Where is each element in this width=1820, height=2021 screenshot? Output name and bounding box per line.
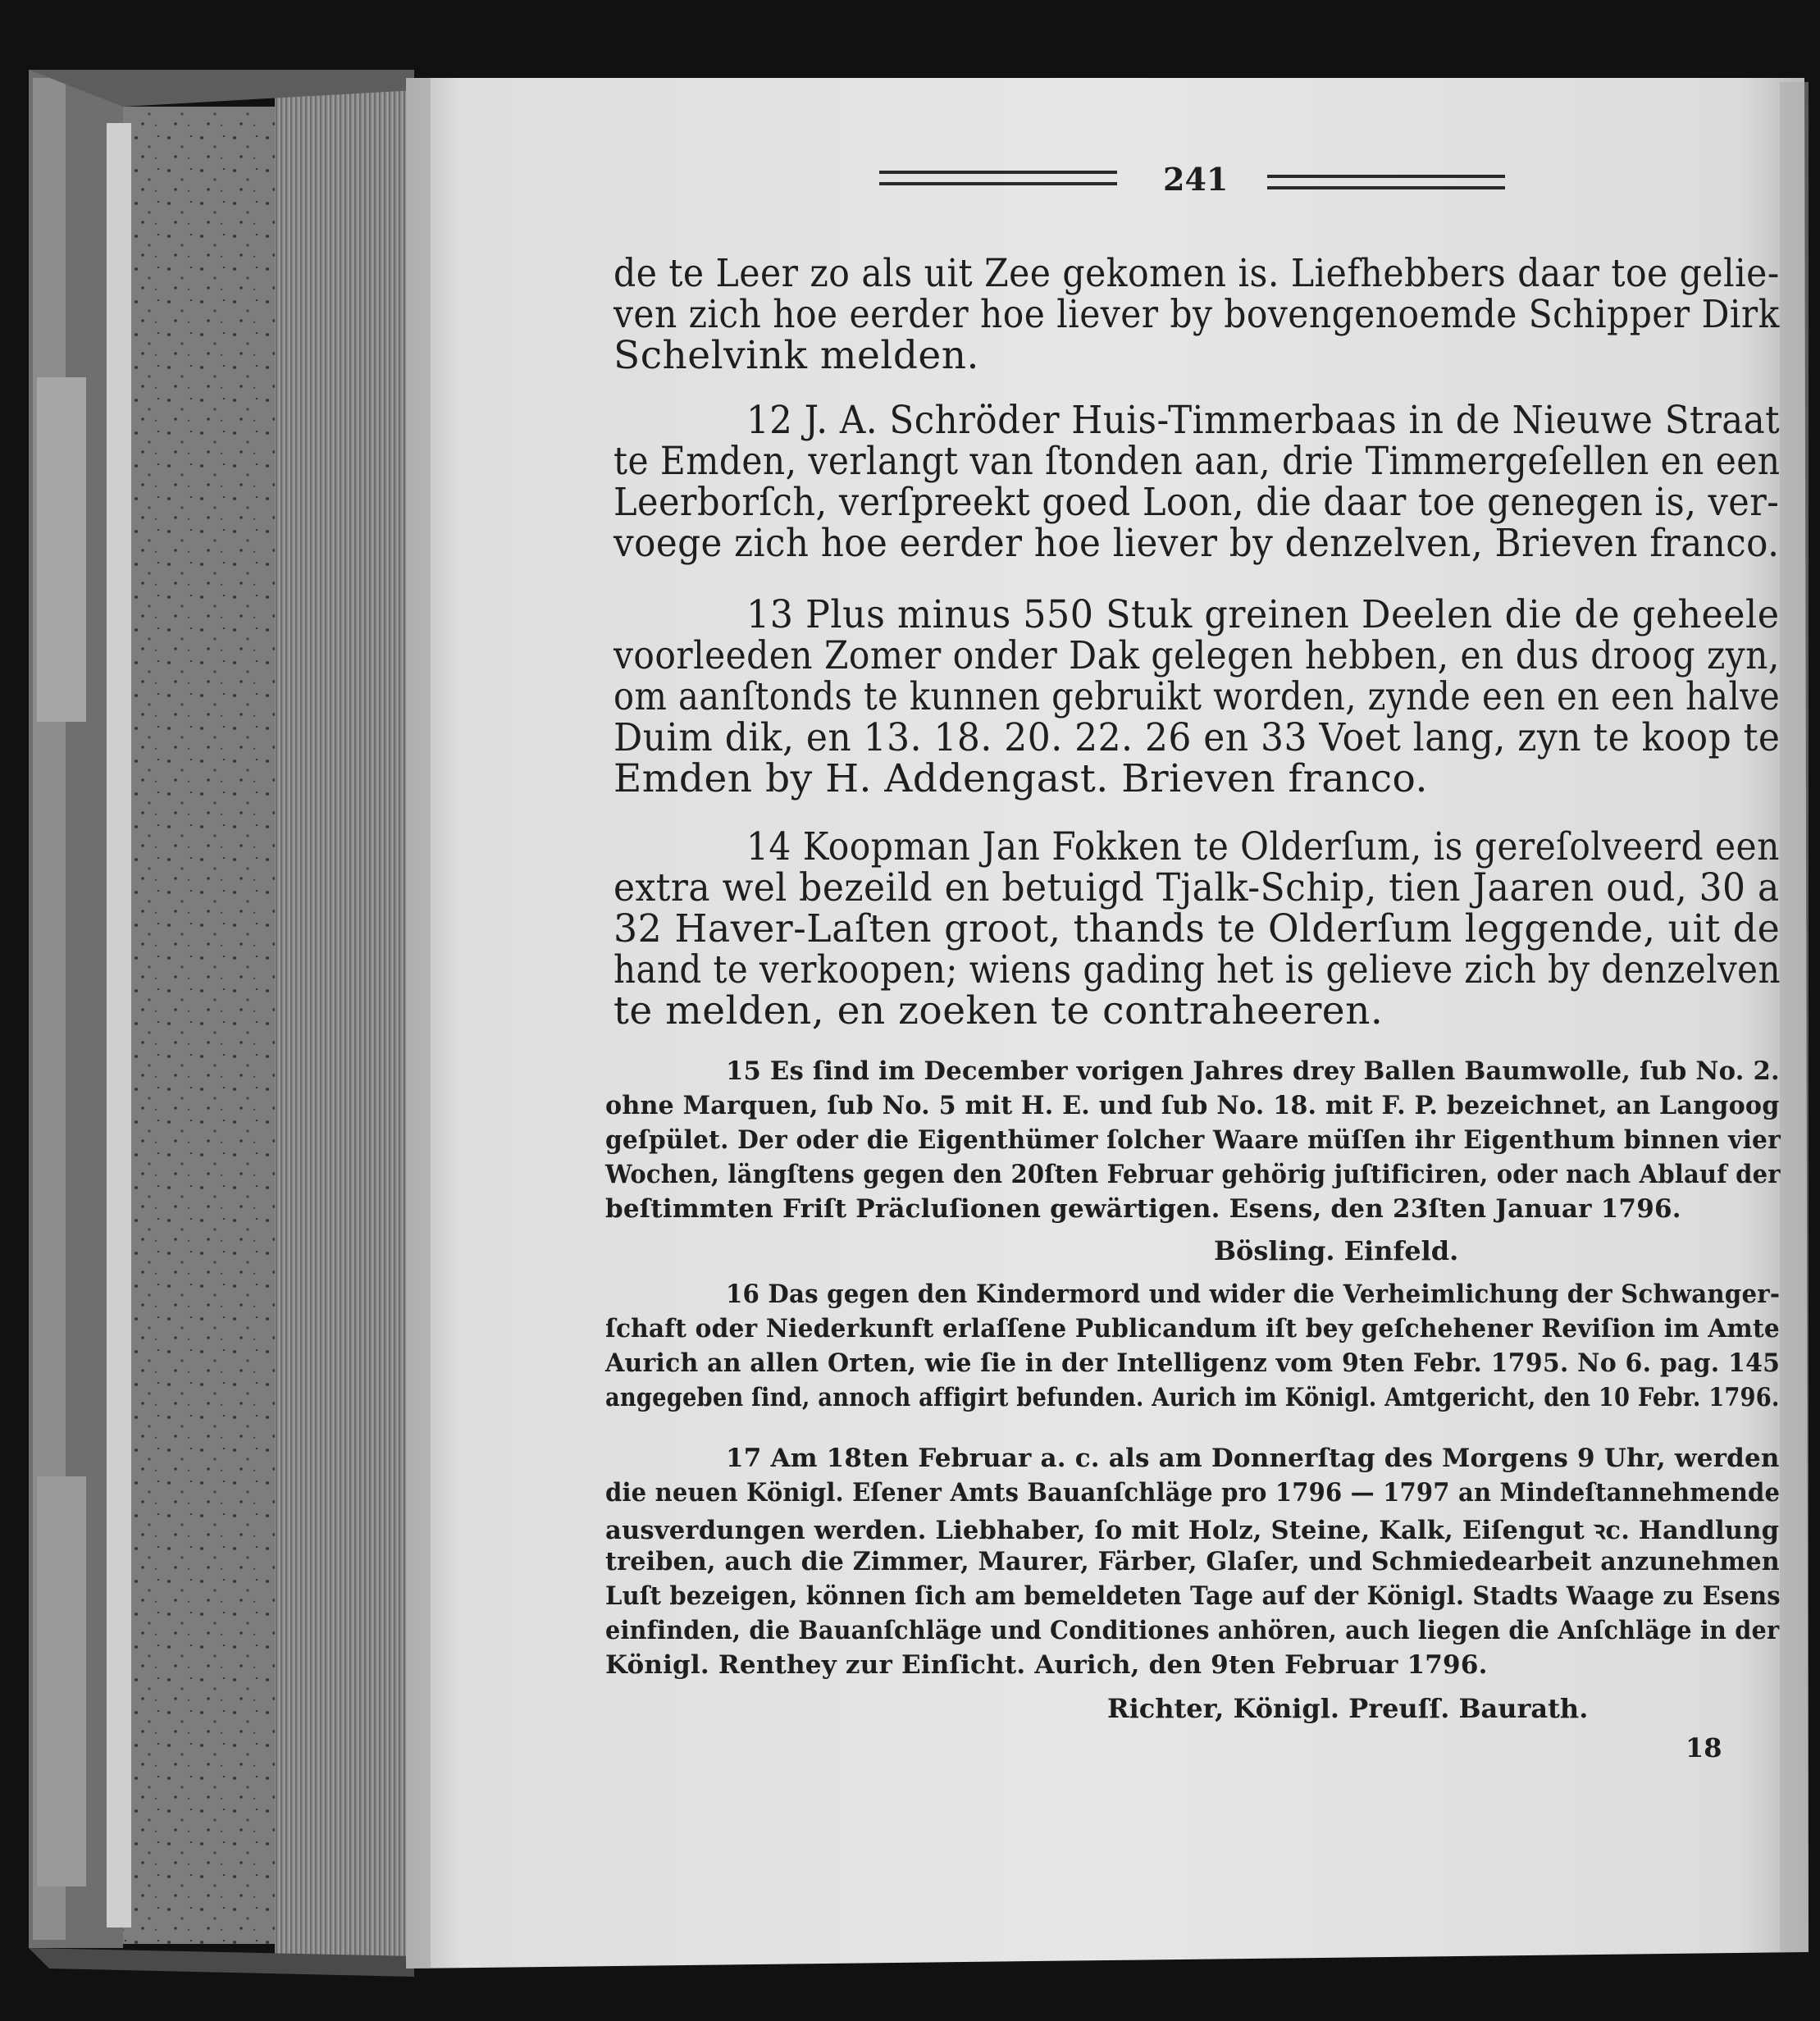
text-line: beſtimmten Friſt Präcluſionen gewärtigen. Esens, den 23ſten Januar 1796. xyxy=(605,1194,1681,1224)
text-line: angegeben ſind, annoch affigirt befunden. Aurich im Königl. Amtgericht, den 10 Febr. 1796. xyxy=(605,1383,1780,1412)
text-line: ohne Marquen, ſub No. 5 mit H. E. und ſub No. 18. mit F. P. bezeichnet, an Langoog xyxy=(605,1091,1780,1120)
signature: Bösling. Einfeld. xyxy=(1214,1235,1459,1266)
text-line: ſchaft oder Niederkunft erlaſſene Publicandum iſt bey geſchehener Reviſion im Amte xyxy=(605,1314,1780,1344)
text-line: Leerborſch, verſpreekt goed Loon, die daar toe genegen is, ver- xyxy=(614,480,1780,525)
text-line: 17 Am 18ten Februar a. c. als am Donnerſtag des Morgens 9 Uhr, werden xyxy=(726,1444,1780,1473)
signature: Richter, Königl. Preuſſ. Baurath. xyxy=(1107,1693,1589,1724)
page-number: 241 xyxy=(1163,161,1229,198)
catchword: 18 xyxy=(1685,1732,1722,1763)
text-line: 12 J. A. Schröder Huis-Timmerbaas in de Nieuwe Straat xyxy=(746,398,1781,443)
text-line: Duim dik, en 13. 18. 20. 22. 26 en 33 Voet lang, zyn te koop te xyxy=(614,715,1781,760)
text-line: Schelvink melden. xyxy=(614,333,979,378)
text-line: treiben, auch die Zimmer, Maurer, Färber, Glaſer, und Schmiedearbeit anzunehmen xyxy=(605,1547,1780,1576)
text-line: Luſt bezeigen, können ſich am bemeldeten Tage auf der Königl. Stadts Waage zu Esens xyxy=(605,1581,1781,1611)
text-line: extra wel bezeild en betuigd Tjalk-Schip, tien Jaaren oud, 30 a xyxy=(614,865,1780,910)
text-line: ven zich hoe eerder hoe liever by bovengenoemde Schipper Dirk xyxy=(614,292,1780,337)
text-line: 16 Das gegen den Kindermord und wider die Verheimlichung der Schwanger- xyxy=(726,1280,1781,1309)
text-line: voorleeden Zomer onder Dak gelegen hebben, en dus droog zyn, xyxy=(614,633,1780,678)
text-line: Aurich an allen Orten, wie ſie in der Intelligenz vom 9ten Febr. 1795. No 6. pag. 145 xyxy=(605,1348,1781,1378)
text-line: 13 Plus minus 550 Stuk greinen Deelen die de geheele xyxy=(746,592,1780,637)
text-line: Wochen, längſtens gegen den 20ſten Februar gehörig juſtificiren, oder nach Ablauf der xyxy=(605,1160,1781,1189)
text-line: te melden, en zoeken te contraheeren. xyxy=(614,988,1384,1033)
text-line: Emden by H. Addengast. Brieven franco. xyxy=(614,756,1428,801)
text-line: hand te verkoopen; wiens gading het is gelieve zich by denzelven xyxy=(614,947,1781,992)
text-line: 15 Es ſind im December vorigen Jahres drey Ballen Baumwolle, ſub No. 2. xyxy=(726,1056,1780,1086)
text-line: om aanſtonds te kunnen gebruikt worden, zynde een en een halve xyxy=(614,674,1781,719)
text-line: de te Leer zo als uit Zee gekomen is. Liefhebbers daar toe gelie- xyxy=(614,251,1780,296)
text-line: 32 Haver-Laſten groot, thands te Olderſum leggende, uit de xyxy=(614,906,1781,951)
page-content xyxy=(574,0,1788,2021)
text-line: die neuen Königl. Eſener Amts Bauanſchläge pro 1796 — 1797 an Mindeſtannehmende xyxy=(605,1478,1781,1508)
text-line: 14 Koopman Jan Fokken te Olderſum, is gereſolveerd een xyxy=(746,824,1780,869)
text-line: geſpület. Der oder die Eigenthümer ſolcher Waare müſſen ihr Eigenthum binnen vier xyxy=(605,1125,1781,1155)
text-line: Königl. Renthey zur Einſicht. Aurich, den 9ten Februar 1796. xyxy=(605,1650,1488,1680)
header-rule-right xyxy=(1267,175,1505,189)
text-line: einfinden, die Bauanſchläge und Conditiones anhören, auch liegen die Anſchläge in der xyxy=(605,1616,1780,1645)
text-line: ausverdungen werden. Liebhaber, ſo mit Holz, Steine, Kalk, Eiſengut ꝛc. Handlung xyxy=(605,1516,1780,1545)
text-line: te Emden, verlangt van ſtonden aan, drie Timmergeſellen en een xyxy=(614,439,1781,484)
text-line: voege zich hoe eerder hoe liever by denzelven, Brieven franco. xyxy=(614,521,1780,566)
header-rule-left xyxy=(879,171,1117,185)
